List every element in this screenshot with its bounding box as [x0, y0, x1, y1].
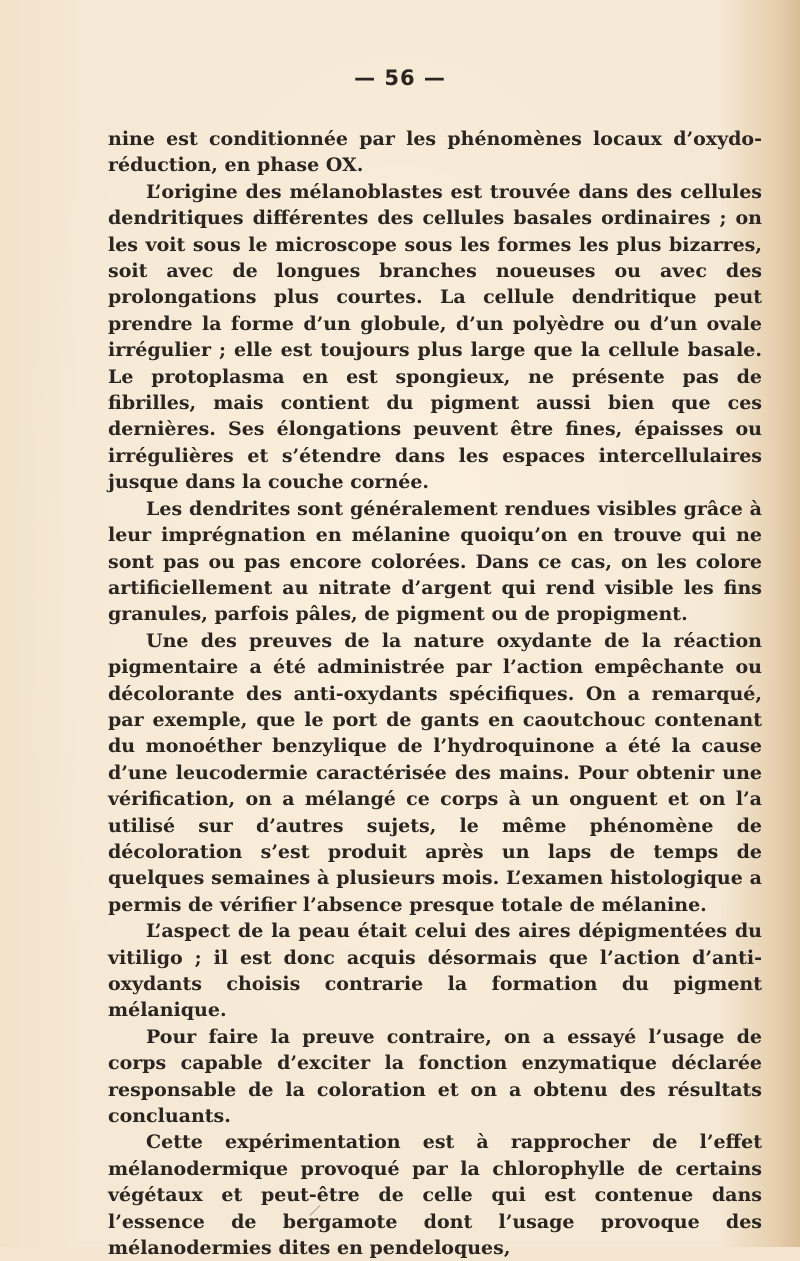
paragraph-6: Pour faire la preuve contraire, on a essayé l’usage de corps capable d’exciter la fonction enzymatique déclarée responsable de la coloration et on a obtenu des résultats concluants.: [108, 1025, 762, 1128]
body-text: [108, 126, 762, 1261]
paragraph-7: Cette expérimentation est à rapprocher de l’effet mélanodermique provoqué par la chlorophylle de certains végétaux et peut-être de celle qui est contenue dans l’essence de bergamote dont l’usage provoque des mélanodermies dites en pendeloques,: [108, 1131, 762, 1260]
paragraph-4: Une des preuves de la nature oxydante de la réaction pigmentaire a été administrée par l’action empêchante ou décolorante des anti-oxydants spécifiques. On a remarqué, par exemple, que le port de gants en caoutchouc contenant du monoéther benzylique de l’hydroquinone a été la cause d’une leucodermie caractérisée des mains. Pour obtenir une vérification, on a mélangé ce corps à un onguent et on l’a utilisé sur d’autres sujets, le même phénomène de décoloration s’est produit après un laps de temps de quelques semaines à plusieurs mois. L’examen histologique a permis de vérifier l’absence presque totale de mélanine.: [108, 629, 762, 916]
paragraph-5: L’aspect de la peau était celui des aires dépigmentées du vitiligo ; il est donc acquis désormais que l’action d’anti-oxydants choisis contrarie la formation du pigment mélanique.: [108, 920, 762, 1022]
paragraph-1: nine est conditionnée par les phénomènes locaux d’oxydo-réduction, en phase OX.: [108, 128, 762, 177]
paragraph-2: L’origine des mélanoblastes est trouvée dans des cellules dendritiques différentes des cellules basales ordinaires ; on les voit sous le microscope sous les formes les plus bizarres, soit avec de longues branches noueuses ou avec des prolongations plus courtes. La cellule dendritique peut prendre la forme d’un globule, d’un polyèdre ou d’un ovale irrégulier ; elle est toujours plus large que la cellule basale. Le protoplasma en est spongieux, ne présente pas de fibrilles, mais contient du pigment aussi bien que ces dernières. Ses élongations peuvent être fines, épaisses ou irrégulières et s’étendre dans les espaces intercellulaires jusque dans la couche cornée.: [108, 180, 762, 494]
paragraph-3: Les dendrites sont généralement rendues visibles grâce à leur imprégnation en mélanine quoiqu’on en trouve qui ne sont pas ou pas encore colorées. Dans ce cas, on les colore artificiellement au nitrate d’argent qui rend visible les fins granules, parfois pâles, de pigment ou de propigment.: [108, 497, 762, 626]
page-number: — 56 —: [354, 66, 446, 90]
